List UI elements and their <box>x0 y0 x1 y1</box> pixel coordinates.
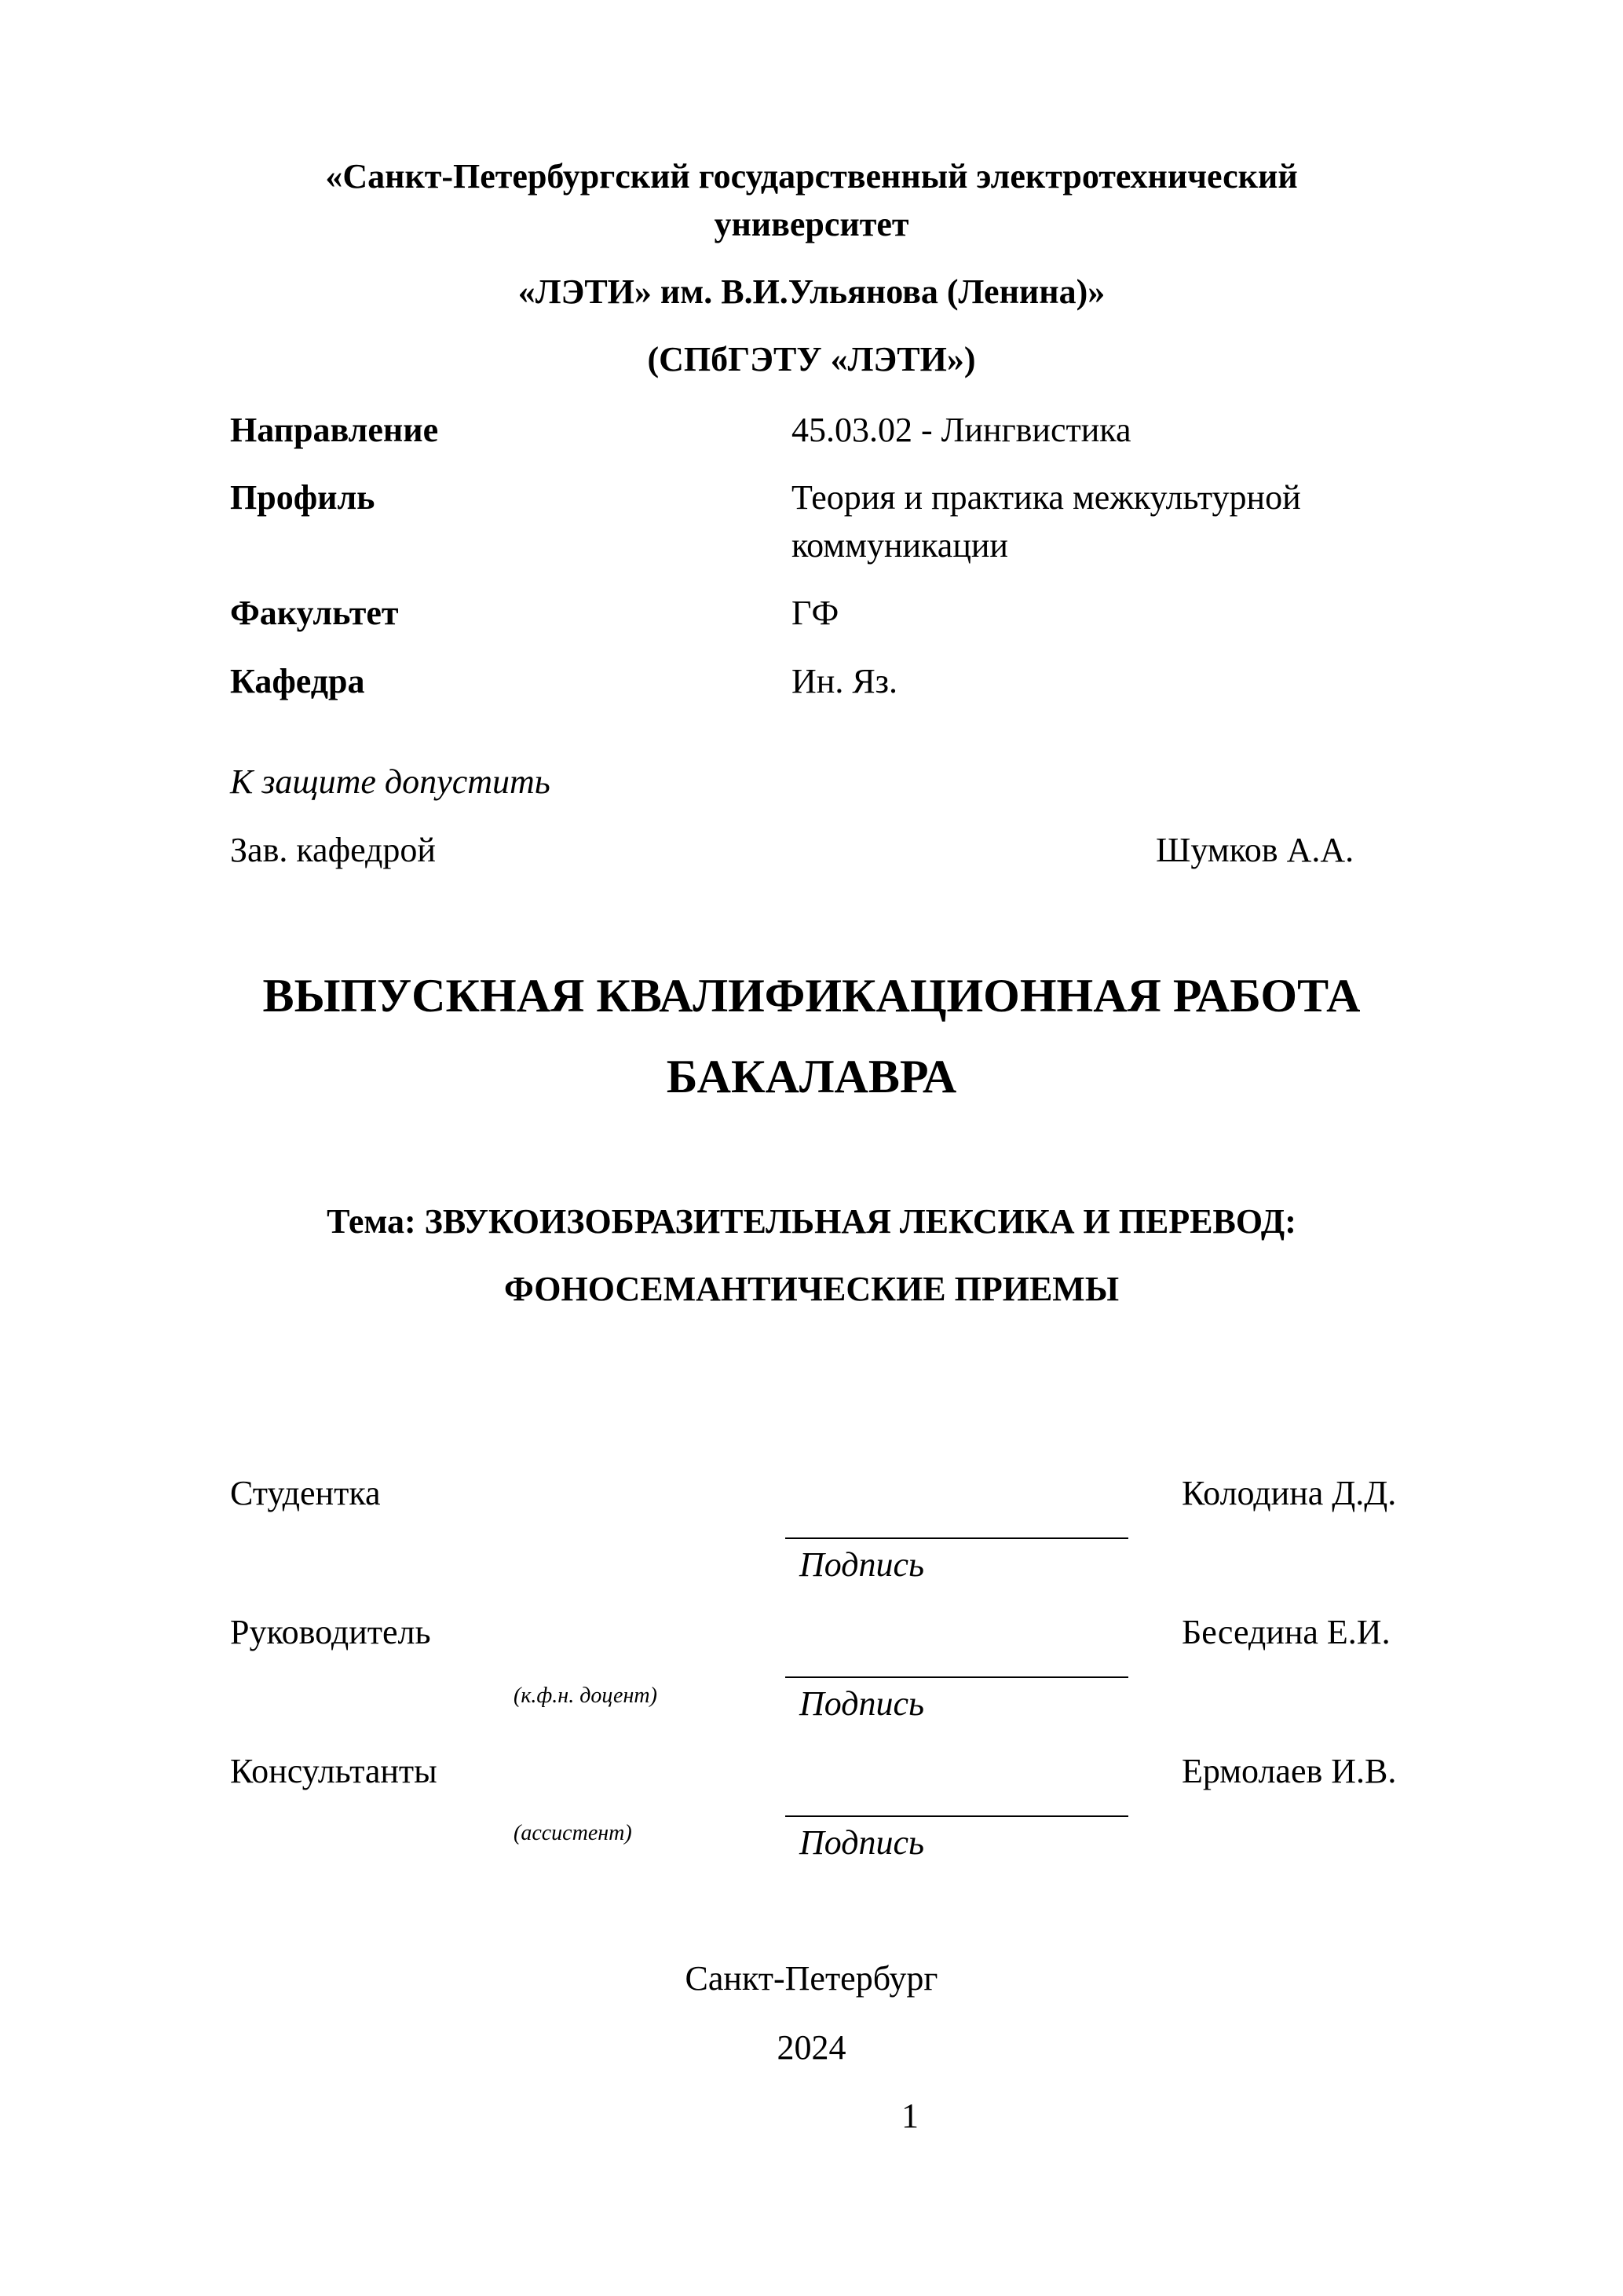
department-label: Кафедра <box>230 662 365 700</box>
signature-name-student: Колодина Д.Д. <box>1182 1474 1397 1512</box>
signature-label-supervisor: Подпись <box>799 1684 925 1723</box>
faculty-label: Факультет <box>230 594 399 632</box>
faculty-value: ГФ <box>791 594 839 632</box>
work-title-line2: БАКАЛАВРА <box>666 1051 957 1102</box>
signature-note-supervisor: (к.ф.н. доцент) <box>514 1684 657 1708</box>
profile-value-cont: коммуникации <box>791 526 1008 565</box>
signature-line-supervisor <box>785 1676 1128 1678</box>
signature-name-consultants: Ермолаев И.В. <box>1182 1752 1397 1790</box>
signature-line-consultants <box>785 1815 1128 1817</box>
signature-name-supervisor: Беседина Е.И. <box>1182 1613 1391 1651</box>
approval-role: Зав. кафедрой <box>230 831 436 869</box>
university-name-line1: «Санкт-Петербургский государственный электротехнический <box>325 157 1298 196</box>
signature-role-student: Студентка <box>230 1474 381 1512</box>
signature-label-student: Подпись <box>799 1545 925 1584</box>
work-title-line1: ВЫПУСКНАЯ КВАЛИФИКАЦИОННАЯ РАБОТА <box>262 970 1361 1022</box>
topic-line2: ФОНОСЕМАНТИЧЕСКИЕ ПРИЕМЫ <box>503 1270 1120 1308</box>
signature-line-student <box>785 1537 1128 1539</box>
profile-label: Профиль <box>230 478 375 517</box>
profile-value: Теория и практика межкультурной <box>791 478 1301 517</box>
page-number: 1 <box>901 2097 919 2135</box>
direction-label: Направление <box>230 411 439 449</box>
topic-line1: Тема: ЗВУКОИЗОБРАЗИТЕЛЬНАЯ ЛЕКСИКА И ПЕРЕВОД: <box>327 1202 1296 1241</box>
department-value: Ин. Яз. <box>791 662 898 700</box>
city: Санкт-Петербург <box>685 1959 938 1998</box>
approval-caption: К защите допустить <box>230 762 550 801</box>
university-abbreviation: (СПбГЭТУ «ЛЭТИ») <box>647 340 976 378</box>
university-name-line2: университет <box>714 205 909 243</box>
signature-role-consultants: Консультанты <box>230 1752 437 1790</box>
signature-role-supervisor: Руководитель <box>230 1613 431 1651</box>
year: 2024 <box>777 2028 846 2067</box>
signature-note-consultants: (ассистент) <box>514 1821 632 1845</box>
university-name-line3: «ЛЭТИ» им. В.И.Ульянова (Ленина)» <box>517 272 1106 311</box>
approval-name: Шумков А.А. <box>1156 831 1354 869</box>
direction-value: 45.03.02 - Лингвистика <box>791 411 1131 449</box>
signature-label-consultants: Подпись <box>799 1823 925 1862</box>
